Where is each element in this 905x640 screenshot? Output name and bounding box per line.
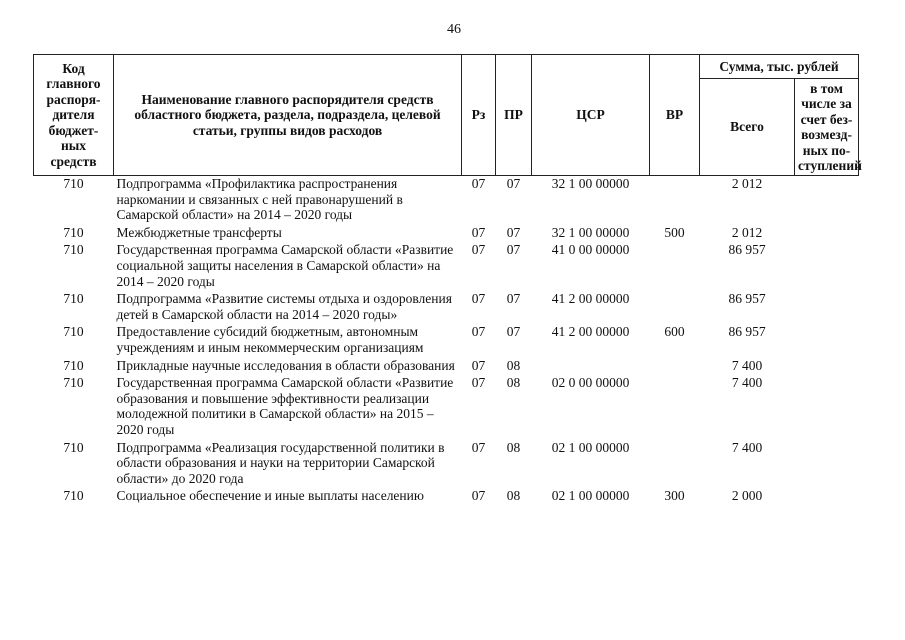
cell-csr: 41 0 00 00000: [551, 242, 630, 258]
cell-name: Прикладные научные исследования в области образования: [116, 357, 455, 373]
cell-code: 710: [63, 242, 84, 258]
cell-free: [795, 225, 859, 243]
table-row: [34, 375, 859, 439]
cell-csr: 32 1 00 00000: [551, 224, 630, 240]
cell-name: Межбюджетные трансферты: [116, 224, 282, 240]
cell-vr: [650, 375, 700, 439]
cell-rz: 07: [471, 242, 486, 258]
cell-free: [795, 324, 859, 357]
table-row: [34, 488, 859, 506]
cell-code: 710: [63, 488, 84, 504]
cell-csr: [532, 358, 650, 376]
cell-csr: 32 1 00 00000: [551, 176, 630, 191]
table-row: [34, 358, 859, 376]
cell-pr: 08: [506, 439, 521, 455]
cell-total: 86 957: [728, 242, 766, 258]
header-csr: ЦСР: [532, 55, 650, 176]
cell-csr: 02 0 00 00000: [551, 375, 630, 391]
table-header: [34, 55, 862, 176]
table-body: [34, 176, 859, 506]
cell-total: 86 957: [728, 324, 766, 340]
cell-pr: 07: [506, 224, 521, 240]
cell-vr: 600: [664, 324, 685, 340]
header-rz: Рз: [462, 55, 496, 176]
header-code: Код главного распоря-дителя бюджет-ных средств: [34, 55, 114, 176]
header-sum: Сумма, тыс. рублей: [700, 55, 859, 79]
cell-vr: [650, 291, 700, 324]
cell-pr: 08: [506, 488, 521, 504]
table-row: [34, 225, 859, 243]
cell-name: Государственная программа Самарской области «Развитие образования и повышение эффективности реализации молодежной политики в Самарской области» на 2015 – 2020 годы: [116, 375, 454, 437]
cell-free: [795, 291, 859, 324]
table-row: [34, 242, 859, 291]
cell-pr: 08: [506, 375, 521, 391]
cell-free: [795, 488, 859, 506]
table-row: [34, 440, 859, 489]
table-row: [34, 324, 859, 357]
cell-code: 710: [63, 375, 84, 391]
cell-vr: [650, 242, 700, 291]
cell-free: [795, 176, 859, 225]
cell-csr: 02 1 00 00000: [551, 488, 630, 504]
cell-name: Подпрограмма «Реализация государственной политики в области образования и науки на территории Самарской области» до 2020 года: [116, 439, 445, 486]
cell-free: [795, 375, 859, 439]
cell-total: 7 400: [731, 439, 763, 455]
cell-pr: 07: [506, 242, 521, 258]
cell-rz: 07: [471, 324, 486, 340]
cell-vr: [650, 176, 700, 225]
cell-free: [795, 358, 859, 376]
header-vr: ВР: [650, 55, 700, 176]
table-row: [34, 176, 859, 225]
header-name: Наименование главного распорядителя средств областного бюджета, раздела, подраздела, целевой статьи, группы видов расходов: [114, 55, 462, 176]
cell-total: 86 957: [728, 291, 766, 307]
cell-rz: 07: [471, 439, 486, 455]
cell-code: 710: [63, 357, 84, 373]
cell-csr: 41 2 00 00000: [551, 291, 630, 307]
cell-name: Подпрограмма «Развитие системы отдыха и оздоровления детей в Самарской области на 2014 – 2020 годы»: [116, 291, 452, 322]
cell-code: 710: [63, 224, 84, 240]
cell-total: 2 012: [731, 224, 763, 240]
table-row: [34, 291, 859, 324]
cell-pr: 07: [506, 176, 521, 191]
cell-free: [795, 440, 859, 489]
cell-code: 710: [63, 291, 84, 307]
cell-code: 710: [63, 176, 84, 191]
cell-vr: [650, 358, 700, 376]
cell-total: 7 400: [731, 357, 763, 373]
cell-vr: 500: [664, 224, 685, 240]
cell-rz: 07: [471, 375, 486, 391]
cell-total: 2 012: [731, 176, 763, 191]
cell-csr: 41 2 00 00000: [551, 324, 630, 340]
cell-code: 710: [63, 439, 84, 455]
page-number-text: 46: [447, 22, 461, 37]
cell-total: 7 400: [731, 375, 763, 391]
cell-code: 710: [63, 324, 84, 340]
cell-csr: 02 1 00 00000: [551, 439, 630, 455]
cell-name: Государственная программа Самарской области «Развитие социальной защиты населения в Самарской области» на 2014 – 2020 годы: [116, 242, 454, 289]
cell-rz: 07: [471, 291, 486, 307]
budget-table: [33, 54, 862, 506]
cell-name: Подпрограмма «Профилактика распространения наркомании и связанных с ней правонарушений в Самарской области» на 2014 – 2020 годы: [116, 176, 403, 223]
cell-name: Социальное обеспечение и иные выплаты населению: [116, 488, 424, 504]
cell-pr: 07: [506, 324, 521, 340]
cell-vr: 300: [664, 488, 685, 504]
cell-total: 2 000: [731, 488, 763, 504]
cell-rz: 07: [471, 224, 486, 240]
header-total: Всего: [700, 79, 795, 176]
cell-vr: [650, 440, 700, 489]
cell-name: Предоставление субсидий бюджетным, автономным учреждениям и иным некоммерческим организациям: [116, 324, 424, 355]
cell-free: [795, 242, 859, 291]
header-pr: ПР: [496, 55, 532, 176]
cell-pr: 08: [506, 357, 521, 373]
cell-pr: 07: [506, 291, 521, 307]
cell-rz: 07: [471, 357, 486, 373]
header-free: в том числе за счет без-возмезд-ных по-ступлений: [795, 79, 859, 176]
cell-rz: 07: [471, 176, 486, 191]
cell-rz: 07: [471, 488, 486, 504]
